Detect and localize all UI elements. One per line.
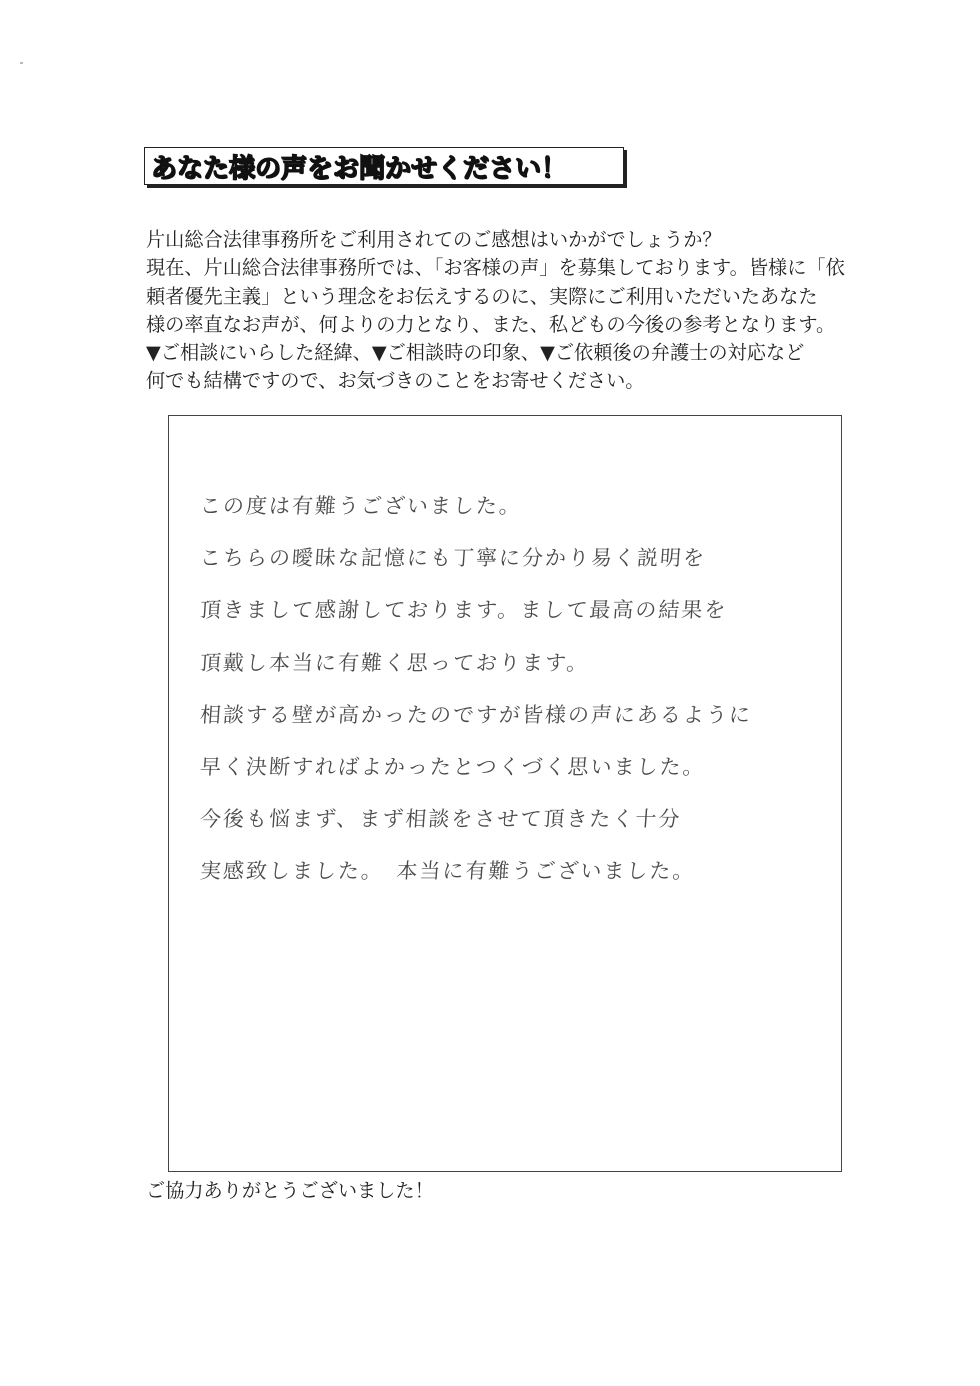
page-title: あなた様の声をお聞かせください！ bbox=[151, 153, 568, 184]
intro-text bbox=[146, 226, 856, 396]
scan-speck bbox=[20, 62, 23, 64]
intro-line: 頼者優先主義」という理念をお伝えするのに、実際にご利用いただいたあなた bbox=[146, 284, 818, 308]
intro-line: 片山総合法律事務所をご利用されてのご感想はいかがでしょうか？ bbox=[146, 228, 722, 251]
handwritten-line: この度は有難うございました。 bbox=[199, 494, 523, 518]
intro-line: 何でも結構ですので、お気づきのことをお寄せください。 bbox=[146, 369, 645, 393]
handwritten-line: 相談する壁が高かったのですが皆様の声にあるように bbox=[199, 702, 753, 727]
title-banner bbox=[144, 147, 624, 185]
closing-message: ご協力ありがとうございました！ bbox=[146, 1179, 434, 1202]
handwritten-line: 早く決断すればよかったとつくづく思いました。 bbox=[199, 755, 707, 780]
handwritten-comment bbox=[200, 480, 800, 898]
intro-line: 様の率直なお声が、何よりの力となり、また、私どもの今後の参考となります。 bbox=[146, 312, 836, 336]
handwritten-line: こちらの曖昧な記憶にも丁寧に分かり易く説明を bbox=[199, 546, 707, 571]
intro-line: ▼ご相談にいらした経緯、▼ご相談時の印象、▼ご依頼後の弁護士の対応など bbox=[146, 341, 805, 365]
handwritten-line: 頂戴し本当に有難く思っております。 bbox=[199, 650, 591, 675]
handwritten-line: 頂きまして感謝しております。まして最高の結果を bbox=[199, 598, 729, 623]
intro-line: 現在、片山総合法律事務所では、「お客様の声」を募集しております。皆様に「依 bbox=[146, 256, 845, 280]
handwritten-line: 実感致しました。 本当に有難うございました。 bbox=[199, 859, 697, 884]
handwritten-line: 今後も悩まず、まず相談をさせて頂きたく十分 bbox=[199, 807, 683, 832]
